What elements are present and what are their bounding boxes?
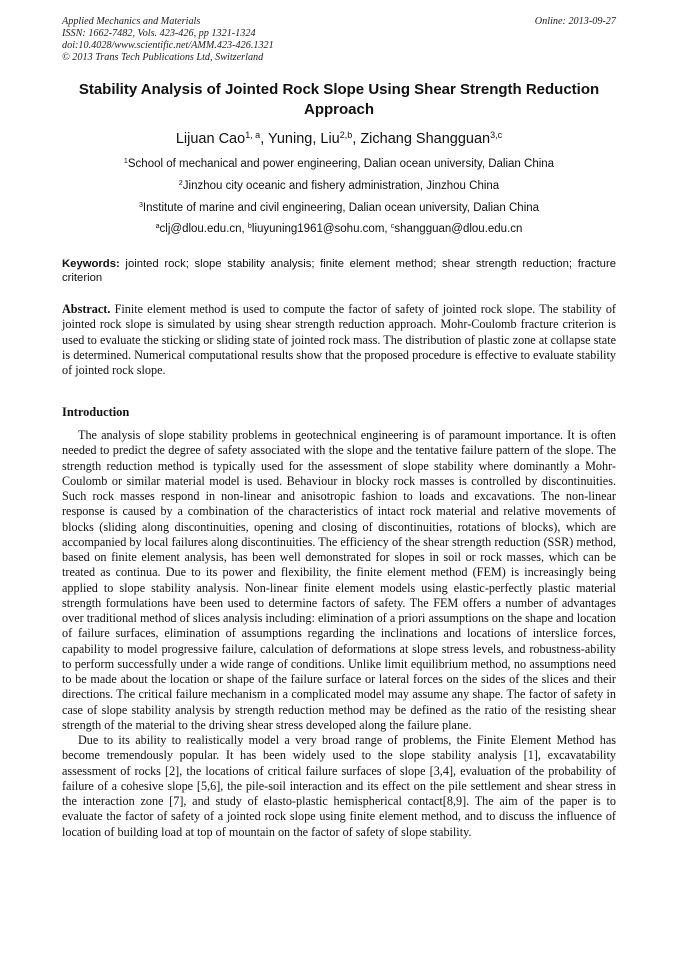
author-sup: 1, a bbox=[245, 130, 261, 141]
abstract-label: Abstract. bbox=[62, 302, 111, 316]
author-name: Yuning, Liu bbox=[267, 131, 340, 147]
author-name: Zichang Shangguan bbox=[360, 131, 491, 147]
affiliation-2 bbox=[62, 179, 616, 193]
email-line bbox=[62, 222, 616, 236]
affiliation-text: School of mechanical and power engineering, Dalian ocean university, Dalian China bbox=[127, 158, 555, 170]
doi-line: doi:10.4028/www.scientific.net/AMM.423-426.1321 bbox=[62, 40, 274, 51]
email-address[interactable]: shangguan@dlou.edu.cn bbox=[394, 223, 523, 235]
keywords bbox=[62, 257, 616, 285]
affiliation-sup: 1 bbox=[123, 157, 128, 166]
online-date: Online: 2013-09-27 bbox=[534, 16, 616, 27]
author-name: Lijuan Cao bbox=[175, 131, 246, 147]
author-list bbox=[62, 130, 616, 148]
email-sup: b bbox=[247, 222, 252, 231]
author-sup: 2,b bbox=[339, 130, 353, 141]
journal-header bbox=[62, 16, 616, 64]
journal-name: Applied Mechanics and Materials bbox=[62, 16, 201, 27]
affiliation-sup: 3 bbox=[138, 201, 143, 210]
introduction-body bbox=[62, 428, 616, 840]
author-separator: , bbox=[260, 131, 268, 147]
paragraph: Due to its ability to realistically model a very broad range of problems, the Finite Element Method has become tremendously popular. It has been widely used to the slope stability analysis [1], excavatability assessment of rocks [2], the locations of critical failure surfaces of slope [3,4], evaluation of the probability of failure of a cohesive slope [5,6], the pile-soil interaction and its effect on the pile settlement and shear stress in the interaction zone [7], and study of elasto-plastic hemispherical contact[8,9]. The aim of the paper is to evaluate the factor of safety of a jointed rock slope using finite element method, and to discuss the influence of location of building load at top of mountain on the factor of safety of slope stability. bbox=[62, 733, 616, 839]
affiliation-1 bbox=[62, 157, 616, 171]
affiliation-text: Institute of marine and civil engineering, Dalian ocean university, Dalian China bbox=[142, 202, 540, 214]
email-sup: c bbox=[390, 222, 395, 231]
abstract bbox=[62, 302, 616, 378]
author-separator: , bbox=[352, 131, 361, 147]
affiliation-3 bbox=[62, 201, 616, 215]
abstract-text: Finite element method is used to compute the factor of safety of jointed rock slope. The stability of jointed rock slope is simulated by using shear strength reduction approach. Mohr-Coulomb fracture criterion is used to evaluate the sticking or sliding state of jointed rock mass. The distribution of plastic zone at collapse state is determined. Numerical computational results show that the proposed procedure is effective to evaluate stability of jointed rock slope. bbox=[62, 302, 616, 378]
section-heading: Introduction bbox=[62, 405, 130, 419]
keywords-text: jointed rock; slope stability analysis; finite element method; shear strength reduction; fracture criterion bbox=[62, 258, 616, 284]
issn-line: ISSN: 1662-7482, Vols. 423-426, pp 1321-1324 bbox=[62, 28, 256, 39]
email-sup: a bbox=[155, 222, 160, 231]
email-address[interactable]: clj@dlou.edu.cn, bbox=[159, 223, 248, 235]
email-address[interactable]: liuyuning1961@sohu.com, bbox=[251, 223, 391, 235]
copyright-line: © 2013 Trans Tech Publications Ltd, Switzerland bbox=[62, 52, 264, 63]
affiliation-sup: 2 bbox=[178, 179, 183, 188]
keywords-label: Keywords: bbox=[62, 258, 120, 270]
author-sup: 3,c bbox=[490, 130, 503, 141]
affiliation-text: Jinzhou city oceanic and fishery administration, Jinzhou China bbox=[182, 180, 500, 192]
paper-title: Stability Analysis of Jointed Rock Slope Using Shear Strength Reduction Approach bbox=[78, 81, 600, 118]
paragraph: The analysis of slope stability problems in geotechnical engineering is of paramount importance. It is often needed to predict the degree of safety associated with the slope and the tentative failure pattern of the slope. The strength reduction method is typically used for the assessment of slope stability where dominantly a Mohr-Coulomb or similar material model is used. Behaviour in blocky rock masses is controlled by discontinuities. Such rock masses respond in non-linear and anisotropic fashion to loads and excavations. The non-linear response is caused by a combination of the characteristics of intact rock material and relative movements of blocks (sliding along discontinuities, opening and closing of discontinuities, rotations of blocks), which are accompanied by local failures along discontinuities. The efficiency of the shear strength reduction (SSR) method, based on finite element analysis, has been well demonstrated for slopes in soil or rock masses, which can be treated as continua. Due to its power and flexibility, the finite element method (FEM) is increasingly being applied to slope stability analysis. Non-linear finite element models using elastic-perfectly plastic material strength formulations have been used to determine factors of safety. The FEM offers a number of advantages over traditional method of slices analysis including: elimination of a priori assumptions on the shape and location of failure surfaces, elimination of assumptions regarding the inclinations and locations of interslice forces, capability to model progressive failure, calculation of deformations at slope stress levels, and robustness-ability to perform successfully under a wide range of conditions. Unlike limit equilibrium method, no assumptions need to be made about the location or shape of the failure surface or lateral forces on the sides of the slices and their directions. The critical failure mechanism in a complicated model may assume any shape. The factor of safety in case of slope stability analysis by strength reduction method may be defined as the ratio of the resisting shear strength of the material to the driving shear stress developed along the failure plane. bbox=[62, 428, 616, 732]
